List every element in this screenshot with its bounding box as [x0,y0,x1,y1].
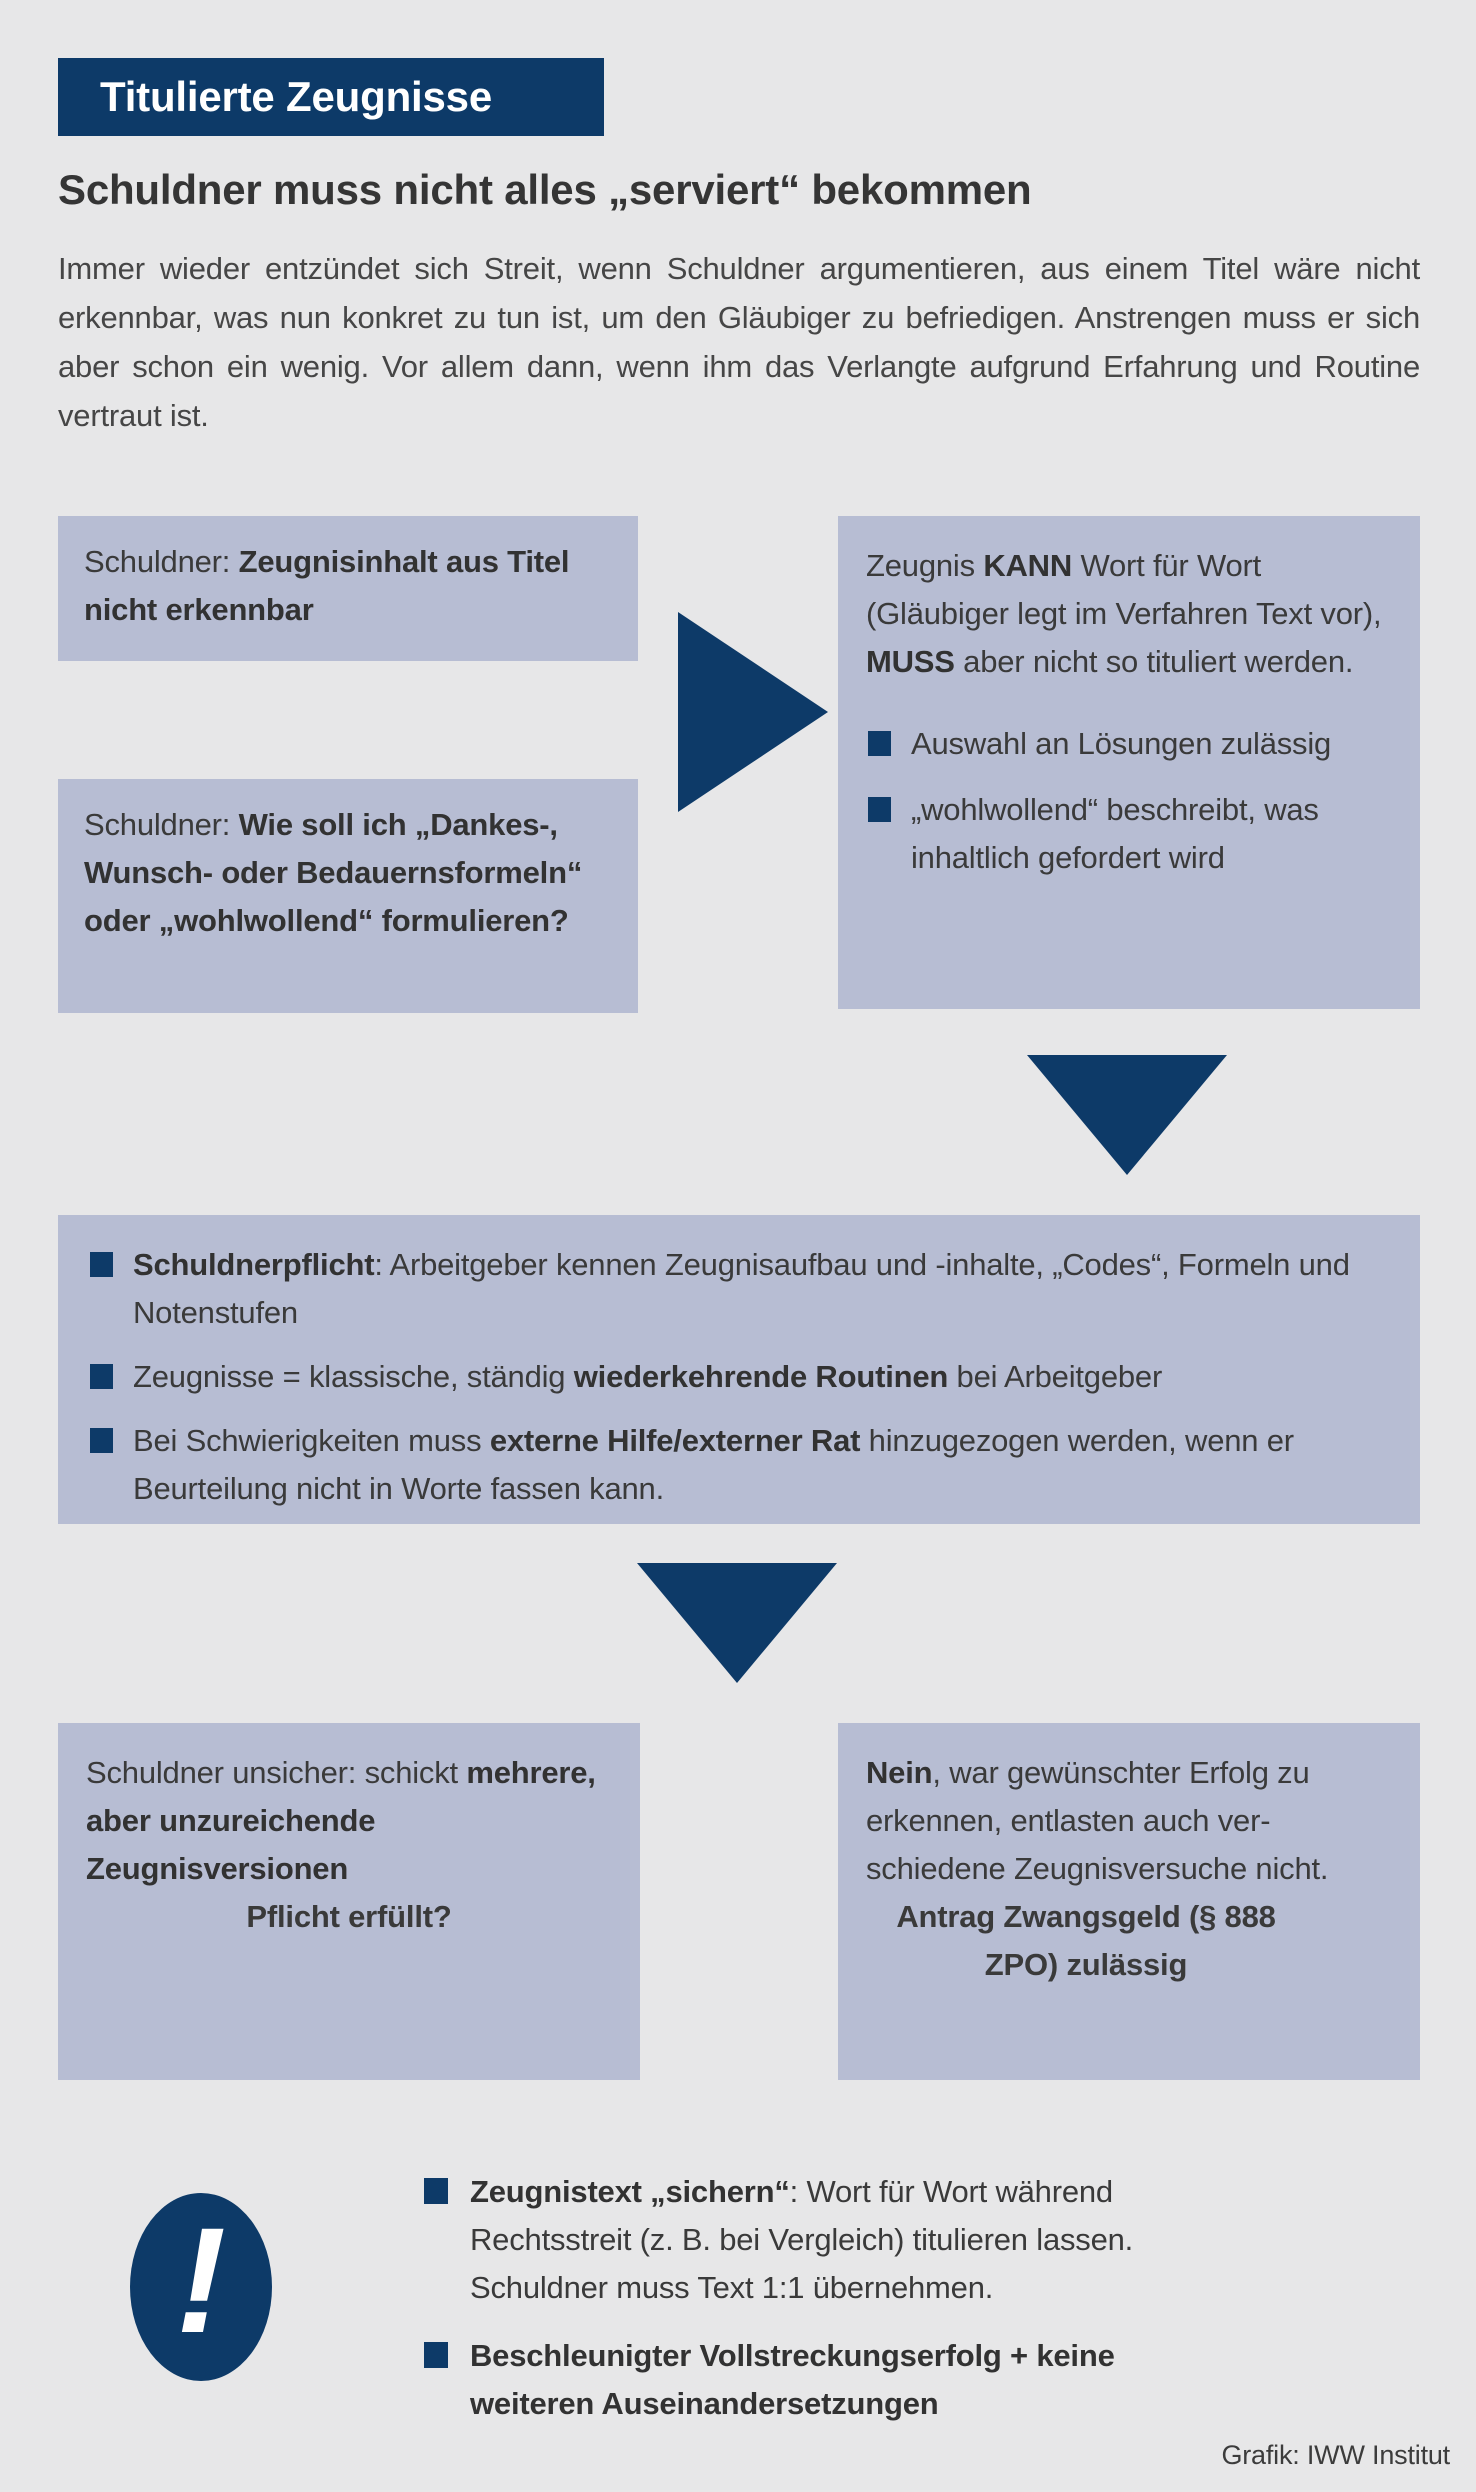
text-segment: Schuldner unsicher: schickt [86,1755,467,1790]
box-pflicht-text [86,1749,612,1893]
text-segment-bold: Wie soll ich „Dankes-, Wunsch- oder Bedauernsformeln“ oder „wohlwollend“ formulieren? [84,807,583,938]
question-pflicht-erfuellt: Pflicht erfüllt? [246,1899,452,1934]
box-schuldner-formeln [58,779,638,1013]
text-segment-bold: Schuldnerpflicht [133,1247,375,1282]
bullet-square-icon [424,2178,448,2204]
list-item-text [133,1241,1390,1337]
box-schuldner-titel-text [84,538,612,634]
text-segment-bold: Zeugnisinhalt aus Titel nicht erkennbar [84,544,570,627]
text-segment: Zeugnisse = klassische, ständig [133,1359,574,1394]
text-segment-bold: Nein [866,1755,933,1790]
text-segment: Schuldner: [84,807,239,842]
box-schuldnerpflicht [58,1215,1420,1524]
text-segment-bold: KANN [983,548,1073,583]
text-segment-bold: Zeugnistext „sichern“ [470,2174,790,2209]
box-zeugnis-kann [838,516,1420,1009]
text-segment: Wort für Wort (Gläubiger legt im Verfahren Text vor), [866,548,1382,631]
box-schuldner-formeln-text [84,801,612,945]
list-item [88,1241,1390,1337]
list-item-text [470,2168,1184,2312]
list-item [88,1353,1390,1401]
text-segment: Schuldner: [84,544,239,579]
bullet-list [866,720,1392,882]
box-zeugnis-kann-text [866,542,1392,686]
bullet-square-icon [868,797,891,822]
list-item [866,720,1392,768]
bullet-square-icon [424,2342,448,2368]
list-item-text: „wohlwollend“ beschreibt, was inhaltlich gefordert wird [911,792,1319,875]
box-antrag-zwangsgeld [838,1723,1420,2080]
list-item [866,786,1392,882]
list-item [424,2168,1184,2312]
box-zwangsgeld-text [866,1749,1392,1893]
text-segment: aber nicht so tituliert werden. [954,644,1354,679]
exclamation-glyph: ! [176,2196,226,2364]
text-segment-bold: externe Hilfe/externer Rat [489,1423,861,1458]
credit-line: Grafik: IWW Institut [1221,2440,1450,2470]
bullet-square-icon [90,1364,113,1389]
text-segment: Zeugnis [866,548,984,583]
arrow-down-icon [637,1563,837,1683]
headline: Schuldner muss nicht alles „serviert“ bekommen [58,166,1032,213]
title-badge-label: Titulierte Zeugnisse [100,73,492,120]
text-segment-bold: MUSS [866,644,955,679]
text-segment: bei Arbeitgeber [948,1359,1163,1394]
verdict-antrag-zwangsgeld: Antrag Zwangsgeld (§ 888 ZPO) zulässig [896,1899,1276,1982]
list-item [424,2332,1184,2428]
list-item-text [133,1417,1390,1513]
bullet-square-icon [868,731,891,756]
text-segment: : Wort für Wort während Rechtsstreit (z. B. bei Vergleich) titulieren lassen. Schuldner muss Text 1:1 übernehmen. [470,2174,1134,2305]
title-badge [58,58,604,136]
list-item [88,1417,1390,1513]
text-segment: hinzugezogen werden, wenn er Beurteilung nicht in Worte fassen kann. [133,1423,1294,1506]
note-list [424,2168,1184,2448]
box-pflicht-erfuellt [58,1723,640,2080]
exclamation-icon [130,2193,272,2381]
text-segment-bold: mehrere, aber unzureichende Zeugnisversionen [86,1755,596,1886]
text-segment-bold: Beschleunigter Vollstreckungserfolg + keine weiteren Auseinandersetzungen [470,2338,1115,2421]
text-segment: Bei Schwierigkeiten muss [133,1423,490,1458]
arrow-down-icon [1027,1055,1227,1175]
text-segment: : Arbeitgeber kennen Zeugnisaufbau und -inhalte, „Codes“, Formeln und Notenstufen [133,1247,1350,1330]
text-segment: , war gewünschter Erfolg zu erkennen, entlasten auch verschiedene Zeugnisversuche nicht. [866,1755,1329,1886]
bullet-square-icon [90,1252,113,1277]
list-item-text: Auswahl an Lösungen zulässig [911,726,1332,761]
text-segment-bold: wiederkehrende Routinen [573,1359,949,1394]
intro-paragraph: Immer wieder entzündet sich Streit, wenn Schuldner argumentieren, aus einem Titel wäre nicht erkennbar, was nun konkret zu tun ist, um den Gläubiger zu befriedigen. Anstrengen muss er sich aber schon ein wenig. Vor allem dann, wenn ihm das Verlangte aufgrund Erfahrung und Routine vertraut ist. [58,251,1420,433]
bullet-square-icon [90,1428,113,1453]
arrow-right-icon [678,612,828,812]
box-schuldner-titel [58,516,638,661]
list-item-text [470,2332,1184,2428]
list-item-text [133,1353,1162,1401]
